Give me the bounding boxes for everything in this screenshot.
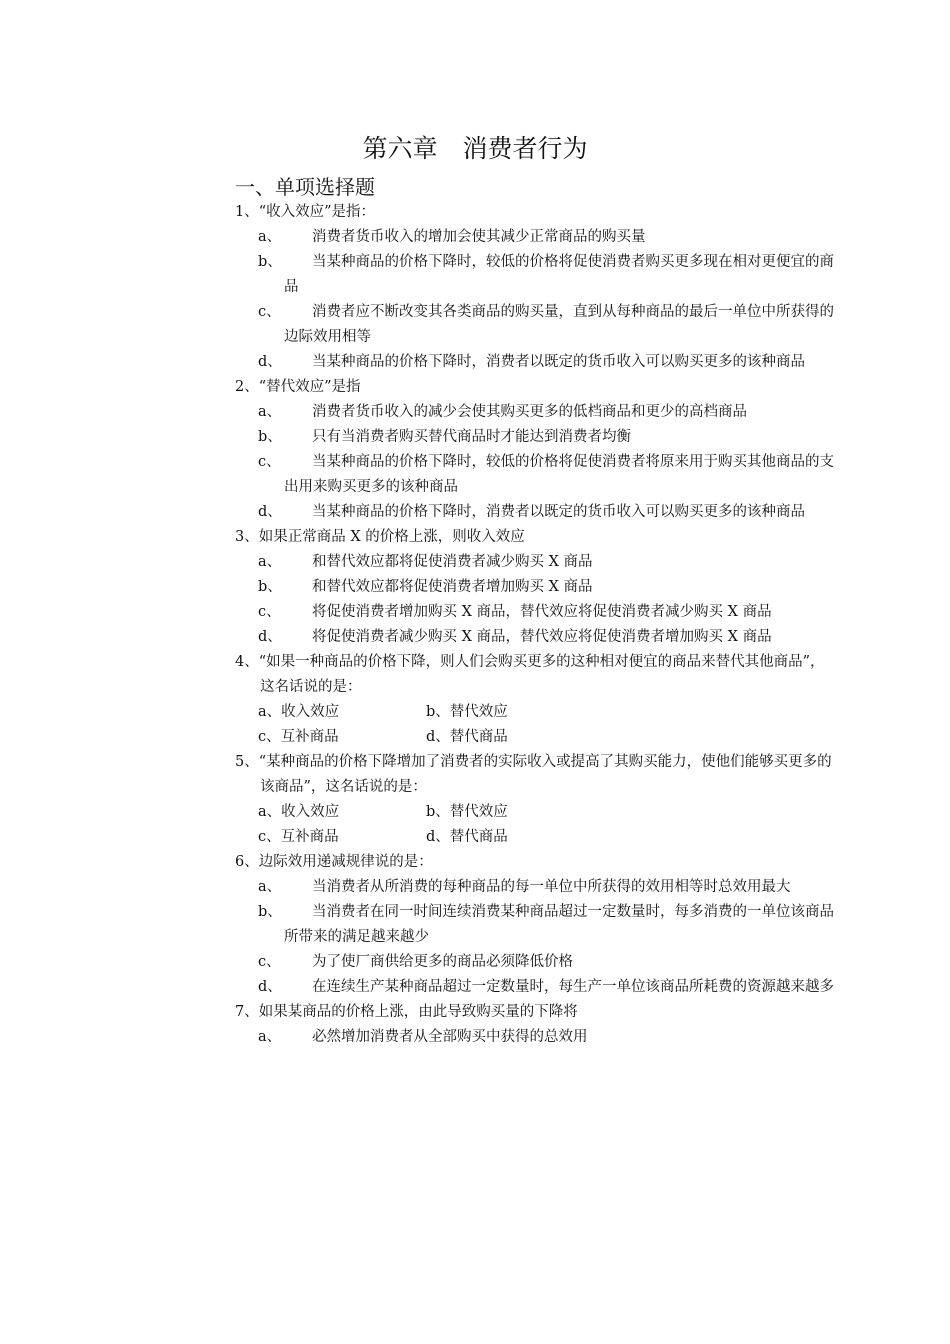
option-item (258, 550, 834, 575)
option-text: 当某种商品的价格下降时，消费者以既定的货币收入可以购买更多的该种商品 (312, 354, 805, 370)
option-text: 当某种商品的价格下降时，较低的价格将促使消费者购买更多现在相对更便宜的商品 (284, 254, 834, 295)
option-item (258, 975, 834, 1000)
option-item: b、替代效应 (426, 804, 508, 820)
question-stem: 6、边际效用递减规律说的是： (235, 854, 433, 870)
option-item (258, 450, 834, 500)
option-label: d、 (258, 629, 282, 645)
option-label: d、 (258, 354, 282, 370)
option-pair-row (258, 825, 950, 850)
option-label: b、 (258, 579, 282, 595)
option-label: b、 (258, 254, 282, 270)
question-7 (0, 1000, 950, 1050)
question-stem: 1、“收入效应”是指： (235, 204, 376, 220)
option-item (258, 875, 834, 900)
option-label: a、 (258, 1029, 282, 1045)
option-item: a、收入效应 (258, 704, 340, 720)
option-text: 为了使厂商供给更多的商品必须降低价格 (312, 954, 573, 970)
chapter-title: 第六章 消费者行为 (362, 134, 588, 163)
option-text: 必然增加消费者从全部购买中获得的总效用 (312, 1029, 588, 1045)
option-label: a、 (258, 554, 282, 570)
option-item (258, 225, 834, 250)
option-item (258, 1025, 834, 1050)
option-text: 当消费者从所消费的每种商品的每一单位中所获得的效用相等时总效用最大 (312, 879, 791, 895)
option-item (258, 425, 834, 450)
option-item (258, 900, 834, 950)
option-pair-row (258, 725, 950, 750)
option-label: a、 (258, 229, 282, 245)
option-text: 当某种商品的价格下降时，较低的价格将促使消费者将原来用于购买其他商品的支出用来购买更多的该种商品 (284, 454, 834, 495)
question-stem: 3、如果正常商品 X 的价格上涨，则收入效应 (235, 529, 525, 545)
option-item: d、替代商品 (426, 829, 508, 845)
question-stem: 7、如果某商品的价格上涨，由此导致购买量的下降将 (235, 1004, 578, 1020)
question-list (0, 200, 950, 1050)
option-label: d、 (258, 504, 282, 520)
option-item (258, 575, 834, 600)
option-text: 和替代效应都将促使消费者减少购买 X 商品 (312, 554, 593, 570)
question-stem: 2、“替代效应”是指 (235, 379, 361, 395)
option-item (258, 500, 834, 525)
option-label: b、 (258, 429, 282, 445)
option-text: 消费者应不断改变其各类商品的购买量，直到从每种商品的最后一单位中所获得的边际效用相等 (284, 304, 834, 345)
option-text: 当某种商品的价格下降时，消费者以既定的货币收入可以购买更多的该种商品 (312, 504, 805, 520)
option-item: d、替代商品 (426, 729, 508, 745)
option-item: b、替代效应 (426, 704, 508, 720)
option-label: c、 (258, 454, 281, 470)
question-1 (0, 200, 950, 375)
option-item (258, 950, 834, 975)
option-pair-row (258, 700, 950, 725)
option-text: 当消费者在同一时间连续消费某种商品超过一定数量时，每多消费的一单位该商品所带来的满足越来越少 (284, 904, 834, 945)
question-5 (0, 750, 950, 850)
option-label: c、 (258, 604, 281, 620)
question-4 (0, 650, 950, 750)
option-item: a、收入效应 (258, 804, 340, 820)
question-3 (0, 525, 950, 650)
option-text: 消费者货币收入的减少会使其购买更多的低档商品和更少的高档商品 (312, 404, 747, 420)
option-pair-row (258, 800, 950, 825)
option-label: c、 (258, 304, 281, 320)
option-item (258, 400, 834, 425)
option-item (258, 625, 834, 650)
option-item (258, 300, 834, 350)
option-label: c、 (258, 954, 281, 970)
option-text: 只有当消费者购买替代商品时才能达到消费者均衡 (312, 429, 631, 445)
question-stem: 5、“某种商品的价格下降增加了消费者的实际收入或提高了其购买能力，使他们能够买更多的该商品”，这名话说的是： (235, 754, 832, 795)
option-text: 消费者货币收入的增加会使其减少正常商品的购买量 (312, 229, 646, 245)
option-text: 将促使消费者减少购买 X 商品，替代效应将促使消费者增加购买 X 商品 (312, 629, 772, 645)
option-item (258, 600, 834, 625)
section-heading: 一、单项选择题 (235, 175, 375, 199)
option-label: a、 (258, 404, 282, 420)
option-text: 在连续生产某种商品超过一定数量时，每生产一单位该商品所耗费的资源越来越多 (312, 979, 834, 995)
option-text: 和替代效应都将促使消费者增加购买 X 商品 (312, 579, 593, 595)
question-6 (0, 850, 950, 1000)
option-item: c、互补商品 (258, 829, 339, 845)
option-item (258, 250, 834, 300)
option-label: b、 (258, 904, 282, 920)
question-2 (0, 375, 950, 525)
question-stem: 4、“如果一种商品的价格下降，则人们会购买更多的这种相对便宜的商品来替代其他商品”，这名话说的是： (235, 654, 825, 695)
option-text: 将促使消费者增加购买 X 商品，替代效应将促使消费者减少购买 X 商品 (312, 604, 772, 620)
option-item: c、互补商品 (258, 729, 339, 745)
option-item (258, 350, 834, 375)
option-label: d、 (258, 979, 282, 995)
option-label: a、 (258, 879, 282, 895)
